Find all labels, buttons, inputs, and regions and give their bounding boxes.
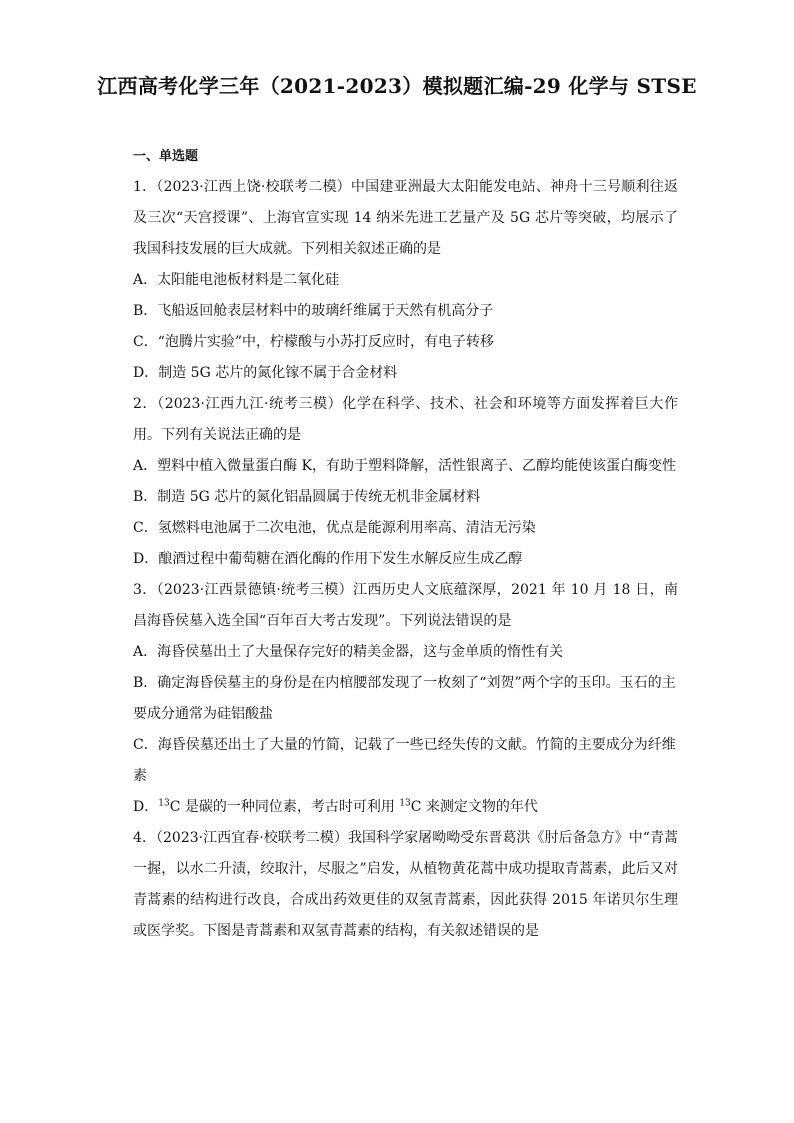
option-text: C 来测定文物的年代 [410, 799, 538, 815]
question-3-stem [133, 575, 678, 637]
question-1-stem [133, 172, 678, 265]
document-title: 江西高考化学三年（2021-2023）模拟题汇编-29 化学与 STSE [97, 74, 697, 98]
question-text: （2023·江西宜春·校联考二模）我国科学家屠呦呦受东晋葛洪《肘后备急方》中“青蒿一握，以水二升渍，绞取汁，尽服之”启发，从植物黄花蒿中成功提取青蒿素，此后又对青蒿素的结构进行改良，合成出药效更佳的双氢青蒿素，因此获得 2015 年诺贝尔生理或医学奖。下图是青蒿素和双氢青蒿素的结构，有关叙述错误的是 [133, 830, 678, 939]
question-2-stem [133, 389, 678, 451]
question-3-option-d [133, 792, 678, 823]
question-2-option-a: A．塑料中植入微量蛋白酶 K，有助于塑料降解，活性银离子、乙醇均能使该蛋白酶变性 [133, 458, 677, 474]
question-1-option-d: D．制造 5G 芯片的氮化镓不属于合金材料 [133, 365, 398, 381]
question-text: （2023·江西景德镇·统考三模）江西历史人文底蕴深厚，2021 年 10 月 18 日，南昌海昏侯墓入选全国“百年百大考古发现”。下列说法错误的是 [133, 582, 678, 629]
isotope-mass-number: 13 [399, 798, 411, 809]
question-1-option-b: B．飞船返回舱表层材料中的玻璃纤维属于天然有机高分子 [133, 303, 494, 319]
question-2-option-d: D．酿酒过程中葡萄糖在酒化酶的作用下发生水解反应生成乙醇 [133, 551, 523, 567]
question-3-option-b: B．确定海昏侯墓主的身份是在内棺腰部发现了一枚刻了“刘贺”两个字的玉印。玉石的主要成分通常为硅铝酸盐 [133, 675, 676, 722]
question-text: （2023·江西上饶·校联考二模）中国建亚洲最大太阳能发电站、神舟十三号顺利往返及三次“天宫授课”、上海官宣实现 14 纳米先进工艺量产及 5G 芯片等突破，均展示了我国科技发展的巨大成就。下列相关叙述正确的是 [133, 179, 678, 257]
question-2-option-c: C．氢燃料电池属于二次电池，优点是能源利用率高、清洁无污染 [133, 520, 536, 536]
question-number: 3． [133, 582, 157, 598]
question-number: 1． [133, 179, 157, 195]
question-text: （2023·江西九江·统考三模）化学在科学、技术、社会和环境等方面发挥着巨大作用。下列有关说法正确的是 [133, 396, 678, 443]
question-1-option-c: C．“泡腾片实验”中，柠檬酸与小苏打反应时，有电子转移 [133, 334, 495, 350]
option-label: D． [133, 799, 159, 815]
option-text: C 是碳的一种同位素，考古时可利用 [169, 799, 400, 815]
isotope-mass-number: 13 [158, 798, 170, 809]
question-4-stem [133, 823, 678, 947]
question-list [133, 172, 678, 947]
question-1-option-a: A．太阳能电池板材料是二氧化硅 [133, 272, 340, 288]
question-3-option-c: C．海昏侯墓还出土了大量的竹简，记载了一些已经失传的文献。竹简的主要成分为纤维素 [133, 737, 676, 784]
question-2-option-b: B．制造 5G 芯片的氮化铝晶圆属于传统无机非金属材料 [133, 489, 481, 505]
question-number: 4． [133, 830, 156, 846]
section-heading: 一、单选题 [133, 149, 199, 164]
question-number: 2． [133, 396, 158, 412]
question-3-option-a: A．海昏侯墓出土了大量保存完好的精美金器，这与金单质的惰性有关 [133, 644, 564, 660]
